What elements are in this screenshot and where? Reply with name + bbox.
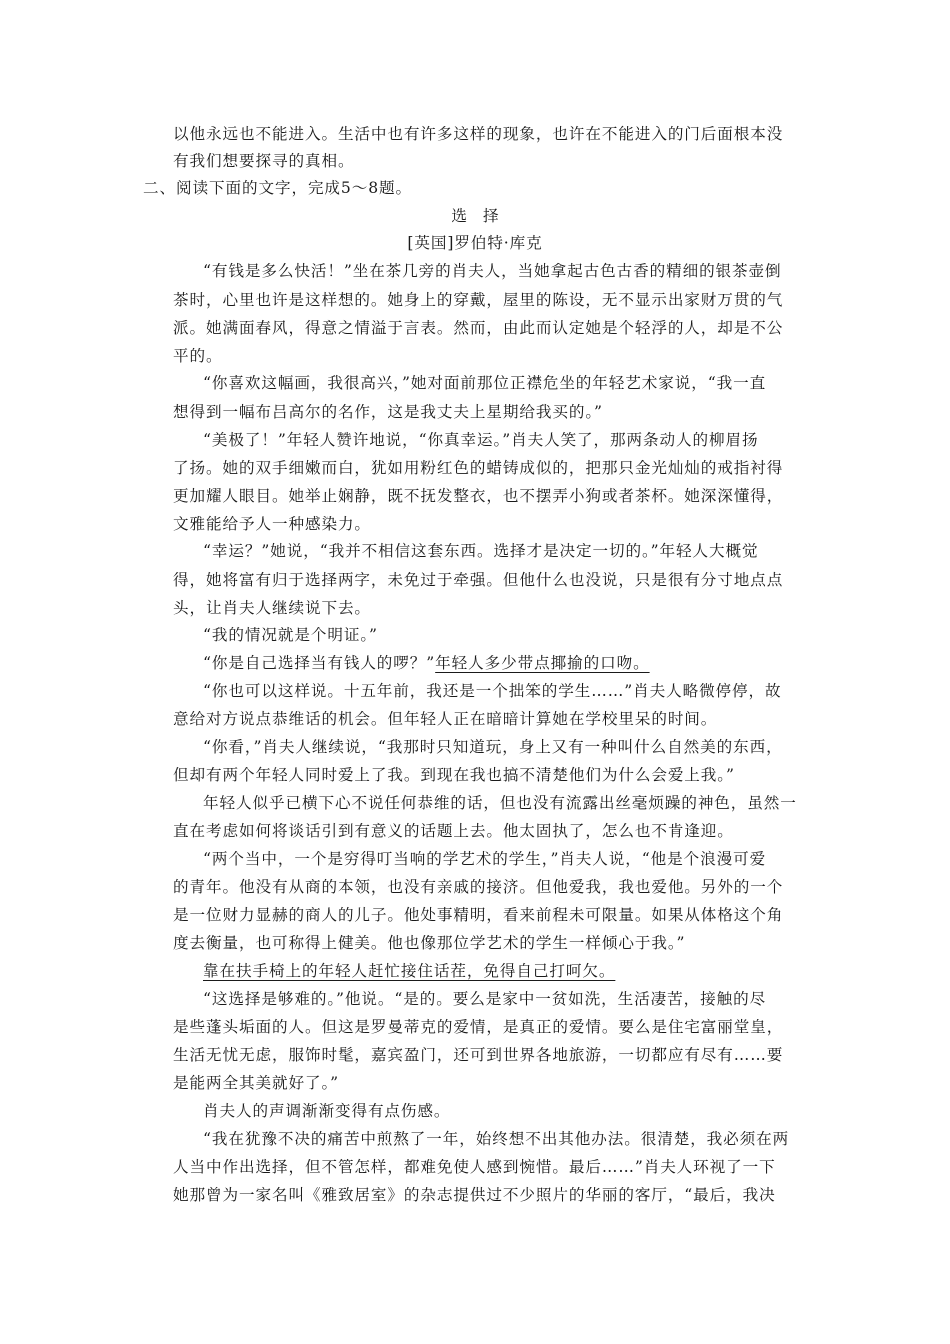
text-line: “你也可以这样说。十五年前，我还是一个拙笨的学生……”肖夫人略微停停，故	[203, 682, 782, 700]
text-line: 年轻人似乎已横下心不说任何恭维的话，但也没有流露出丝毫烦躁的神色，虽然一	[203, 794, 797, 812]
text-line: 有我们想要探寻的真相。	[173, 152, 355, 170]
text-line: “我的情况就是个明证。”	[203, 626, 378, 644]
dialogue-text: “你是自己选择当有钱人的啰？”	[203, 654, 436, 672]
text-line: 了扬。她的双手细嫩而白，犹如用粉红色的蜡铸成似的，把那只金光灿灿的戒指衬得	[173, 459, 784, 477]
text-line: 人当中作出选择，但不管怎样，都难免使人感到惋惜。最后……”肖夫人环视了一下	[173, 1158, 776, 1176]
text-line: 是些蓬头垢面的人。但这是罗曼蒂克的爱情，是真正的爱情。要么是住宅富丽堂皇，	[173, 1018, 784, 1036]
text-line: 以他永远也不能进入。生活中也有许多这样的现象，也许在不能进入的门后面根本没	[173, 125, 784, 143]
story-author: [英国]罗伯特·库克	[407, 234, 543, 252]
text-line: 的青年。他没有从商的本领，也没有亲戚的接济。但他爱我，我也爱他。另外的一个	[173, 878, 784, 896]
text-line: 度去衡量，也可称得上健美。他也像那位学艺术的学生一样倾心于我。”	[173, 934, 686, 952]
text-line: “有钱是多么快活！”坐在茶几旁的肖夫人，当她拿起古色古香的精细的银茶壶倒	[203, 262, 782, 280]
text-line: 头，让肖夫人继续说下去。	[173, 599, 371, 617]
text-line: 是一位财力显赫的商人的儿子。他处事精明，看来前程未可限量。如果从体格这个角	[173, 906, 784, 924]
text-line: “这选择是够难的。”他说。“是的。要么是家中一贫如洗，生活凄苦，接触的尽	[203, 990, 767, 1008]
text-line: 想得到一幅布吕高尔的名作，这是我丈夫上星期给我买的。”	[173, 403, 603, 421]
text-line: 更加耀人眼目。她举止娴静，既不抚发整衣，也不摆弄小狗或者茶杯。她深深懂得，	[173, 487, 784, 505]
text-line: 是能两全其美就好了。”	[173, 1074, 340, 1092]
text-line: 意给对方说点恭维话的机会。但年轻人正在暗暗计算她在学校里呆的时间。	[173, 710, 718, 728]
underlined-text: 靠在扶手椅上的年轻人赶忙接住话茬，免得自己打呵欠。	[203, 962, 616, 980]
text-line	[203, 961, 615, 981]
underlined-text: 年轻人多少带点揶揄的口吻。	[435, 654, 650, 672]
text-line: “你喜欢这幅画，我很高兴，”她对面前那位正襟危坐的年轻艺术家说，“我一直	[203, 374, 767, 392]
section-heading: 二、阅读下面的文字，完成5～8题。	[143, 179, 413, 197]
text-line: “我在犹豫不决的痛苦中煎熬了一年，始终想不出其他办法。很清楚，我必须在两	[203, 1130, 790, 1148]
text-line: “两个当中，一个是穷得叮当响的学艺术的学生，”肖夫人说，“他是个浪漫可爱	[203, 850, 767, 868]
text-line: 生活无忧无虑，服饰时髦，嘉宾盈门，还可到世界各地旅游，一切都应有尽有……要	[173, 1046, 784, 1064]
text-line: “你看，”肖夫人继续说，“我那时只知道玩，身上又有一种叫什么自然美的东西，	[203, 738, 783, 756]
text-line: 平的。	[173, 347, 223, 365]
text-line: “美极了！”年轻人赞许地说，“你真幸运。”肖夫人笑了，那两条动人的柳眉扬	[203, 431, 759, 449]
text-line: 但却有两个年轻人同时爱上了我。到现在我也搞不清楚他们为什么会爱上我。”	[173, 766, 735, 784]
text-line: 文雅能给予人一种感染力。	[173, 515, 371, 533]
text-line: 她那曾为一家名叫《雅致居室》的杂志提供过不少照片的华丽的客厅，“最后，我决	[173, 1186, 776, 1204]
text-line: “幸运？”她说，“我并不相信这套东西。选择才是决定一切的。”年轻人大概觉	[203, 542, 759, 560]
text-line: 肖夫人的声调渐渐变得有点伤感。	[203, 1102, 451, 1120]
text-line	[203, 653, 650, 673]
text-line: 茶时，心里也许是这样想的。她身上的穿戴，屋里的陈设，无不显示出家财万贯的气	[173, 291, 784, 309]
text-line: 直在考虑如何将谈话引到有意义的话题上去。他太固执了，怎么也不肯逢迎。	[173, 822, 734, 840]
story-title: 选择	[451, 207, 515, 225]
text-line: 派。她满面春风，得意之情溢于言表。然而，由此而认定她是个轻浮的人，却是不公	[173, 319, 784, 337]
text-line: 得，她将富有归于选择两字，未免过于牵强。但他什么也没说，只是很有分寸地点点	[173, 571, 784, 589]
